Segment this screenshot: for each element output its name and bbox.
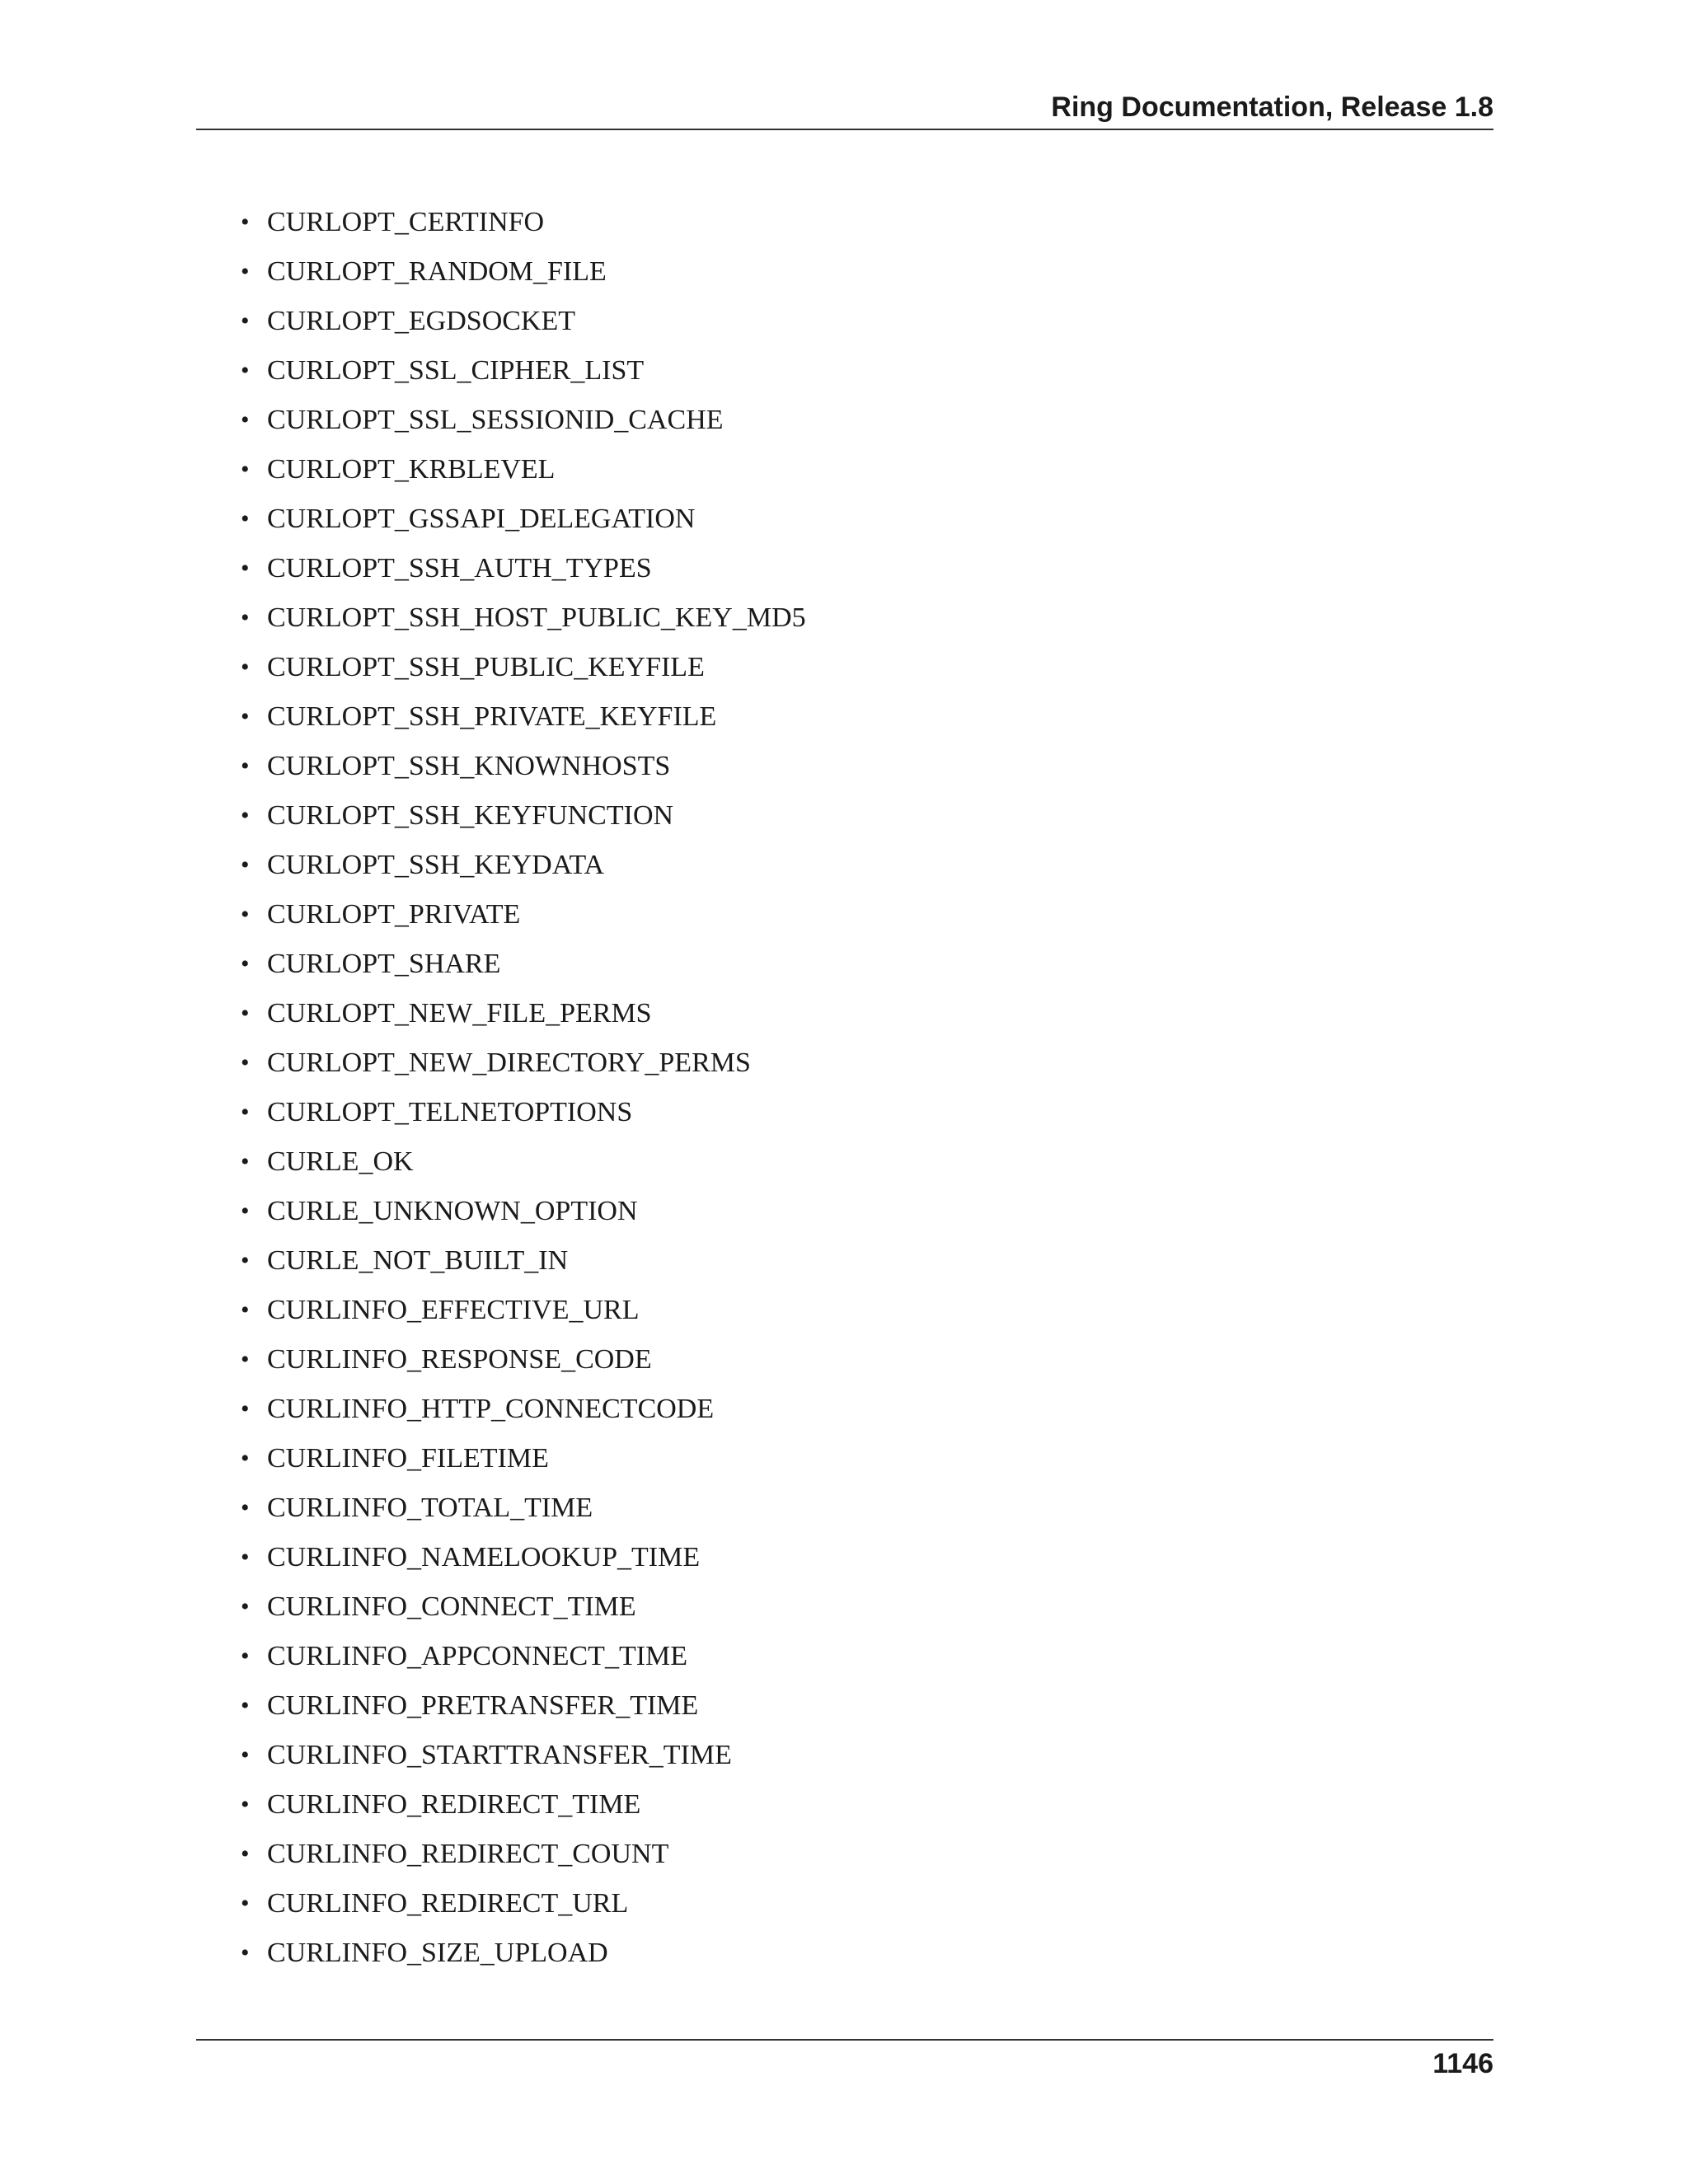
bullet-icon: • bbox=[241, 654, 250, 681]
list-item bbox=[241, 1731, 806, 1780]
list-item bbox=[241, 297, 806, 346]
bullet-icon: • bbox=[241, 1395, 250, 1422]
bullet-icon: • bbox=[241, 802, 250, 829]
list-item bbox=[241, 742, 806, 791]
list-item-text: CURLOPT_PRIVATE bbox=[267, 899, 521, 930]
list-item bbox=[241, 1088, 806, 1137]
bullet-icon: • bbox=[241, 901, 250, 928]
list-item bbox=[241, 198, 806, 247]
list-item-text: CURLOPT_SSH_PUBLIC_KEYFILE bbox=[267, 652, 705, 682]
list-item-text: CURLE_UNKNOWN_OPTION bbox=[267, 1196, 638, 1226]
list-item-text: CURLINFO_NAMELOOKUP_TIME bbox=[267, 1542, 701, 1572]
list-item-text: CURLOPT_TELNETOPTIONS bbox=[267, 1097, 633, 1127]
list-item-text: CURLOPT_KRBLEVEL bbox=[267, 454, 556, 485]
list-item-text: CURLOPT_NEW_FILE_PERMS bbox=[267, 998, 652, 1029]
list-item bbox=[241, 1137, 806, 1187]
list-item bbox=[241, 247, 806, 297]
list-item bbox=[241, 1483, 806, 1533]
list-item-text: CURLINFO_CONNECT_TIME bbox=[267, 1591, 636, 1622]
list-item-text: CURLOPT_CERTINFO bbox=[267, 207, 545, 237]
bullet-icon: • bbox=[241, 1544, 250, 1571]
list-item bbox=[241, 1929, 806, 1978]
list-item bbox=[241, 841, 806, 890]
list-item bbox=[241, 1780, 806, 1830]
document-title: Ring Documentation, Release 1.8 bbox=[1051, 91, 1493, 123]
bullet-icon: • bbox=[241, 456, 250, 483]
bullet-icon: • bbox=[241, 1939, 250, 1966]
bullet-icon: • bbox=[241, 258, 250, 285]
list-item bbox=[241, 346, 806, 396]
list-item bbox=[241, 1187, 806, 1236]
list-item bbox=[241, 593, 806, 643]
bullet-icon: • bbox=[241, 1296, 250, 1324]
list-item bbox=[241, 1879, 806, 1929]
bullet-icon: • bbox=[241, 406, 250, 434]
bullet-icon: • bbox=[241, 1197, 250, 1225]
list-item-text: CURLOPT_NEW_DIRECTORY_PERMS bbox=[267, 1047, 751, 1078]
bullet-icon: • bbox=[241, 1890, 250, 1917]
bullet-icon: • bbox=[241, 1643, 250, 1670]
list-item-text: CURLOPT_SSH_KNOWNHOSTS bbox=[267, 751, 671, 781]
bullet-icon: • bbox=[241, 1049, 250, 1076]
bullet-icon: • bbox=[241, 1741, 250, 1769]
list-item-text: CURLINFO_REDIRECT_TIME bbox=[267, 1789, 641, 1820]
list-item-text: CURLINFO_SIZE_UPLOAD bbox=[267, 1938, 608, 1968]
list-item bbox=[241, 1335, 806, 1385]
list-item-text: CURLOPT_SSH_AUTH_TYPES bbox=[267, 553, 652, 583]
list-item-text: CURLINFO_TOTAL_TIME bbox=[267, 1493, 593, 1523]
bullet-icon: • bbox=[241, 1494, 250, 1521]
list-item-text: CURLINFO_REDIRECT_COUNT bbox=[267, 1839, 669, 1869]
constants-list bbox=[241, 198, 806, 1978]
list-item bbox=[241, 1533, 806, 1582]
page-header bbox=[196, 91, 1493, 130]
list-item bbox=[241, 1385, 806, 1434]
list-item-text: CURLINFO_PRETRANSFER_TIME bbox=[267, 1690, 699, 1721]
bullet-icon: • bbox=[241, 307, 250, 335]
bullet-icon: • bbox=[241, 604, 250, 631]
list-item bbox=[241, 692, 806, 742]
bullet-icon: • bbox=[241, 752, 250, 780]
list-item bbox=[241, 791, 806, 841]
list-item-text: CURLOPT_SSL_SESSIONID_CACHE bbox=[267, 405, 724, 435]
list-item bbox=[241, 1830, 806, 1879]
bullet-icon: • bbox=[241, 1840, 250, 1868]
list-item-text: CURLINFO_EFFECTIVE_URL bbox=[267, 1295, 640, 1325]
list-item bbox=[241, 494, 806, 544]
list-item-text: CURLINFO_STARTTRANSFER_TIME bbox=[267, 1740, 732, 1770]
list-item bbox=[241, 890, 806, 940]
list-item bbox=[241, 989, 806, 1038]
list-item-text: CURLOPT_GSSAPI_DELEGATION bbox=[267, 504, 696, 534]
bullet-icon: • bbox=[241, 1593, 250, 1620]
list-item bbox=[241, 1681, 806, 1731]
bullet-icon: • bbox=[241, 851, 250, 879]
bullet-icon: • bbox=[241, 1099, 250, 1126]
bullet-icon: • bbox=[241, 1791, 250, 1818]
bullet-icon: • bbox=[241, 209, 250, 236]
list-item bbox=[241, 1582, 806, 1632]
page-number: 1146 bbox=[1432, 2048, 1493, 2079]
list-item bbox=[241, 544, 806, 593]
list-item-text: CURLE_OK bbox=[267, 1146, 414, 1177]
bullet-icon: • bbox=[241, 703, 250, 730]
list-item-text: CURLINFO_FILETIME bbox=[267, 1443, 549, 1474]
list-item bbox=[241, 396, 806, 445]
bullet-icon: • bbox=[241, 555, 250, 582]
bullet-icon: • bbox=[241, 505, 250, 532]
list-item-text: CURLINFO_APPCONNECT_TIME bbox=[267, 1641, 688, 1671]
bullet-icon: • bbox=[241, 357, 250, 384]
list-item bbox=[241, 1236, 806, 1286]
list-item bbox=[241, 643, 806, 692]
bullet-icon: • bbox=[241, 1000, 250, 1027]
list-item-text: CURLOPT_SHARE bbox=[267, 949, 501, 979]
bullet-icon: • bbox=[241, 1346, 250, 1373]
list-item bbox=[241, 940, 806, 989]
bullet-icon: • bbox=[241, 1692, 250, 1719]
list-item-text: CURLOPT_EGDSOCKET bbox=[267, 306, 576, 336]
list-item-text: CURLOPT_SSH_KEYDATA bbox=[267, 850, 605, 880]
list-item bbox=[241, 1632, 806, 1681]
page-footer bbox=[196, 2039, 1493, 2088]
bullet-icon: • bbox=[241, 1445, 250, 1472]
list-item bbox=[241, 1038, 806, 1088]
list-item-text: CURLOPT_SSH_HOST_PUBLIC_KEY_MD5 bbox=[267, 602, 806, 633]
list-item bbox=[241, 445, 806, 494]
list-item-text: CURLINFO_REDIRECT_URL bbox=[267, 1888, 629, 1919]
list-item-text: CURLOPT_SSH_PRIVATE_KEYFILE bbox=[267, 701, 717, 732]
list-item-text: CURLOPT_SSL_CIPHER_LIST bbox=[267, 355, 645, 386]
list-item-text: CURLINFO_RESPONSE_CODE bbox=[267, 1344, 652, 1375]
bullet-icon: • bbox=[241, 950, 250, 977]
list-item-text: CURLINFO_HTTP_CONNECTCODE bbox=[267, 1394, 715, 1424]
list-item-text: CURLE_NOT_BUILT_IN bbox=[267, 1245, 569, 1276]
list-item bbox=[241, 1434, 806, 1483]
bullet-icon: • bbox=[241, 1148, 250, 1175]
list-item-text: CURLOPT_SSH_KEYFUNCTION bbox=[267, 800, 674, 831]
list-item-text: CURLOPT_RANDOM_FILE bbox=[267, 256, 607, 287]
list-item bbox=[241, 1286, 806, 1335]
bullet-icon: • bbox=[241, 1247, 250, 1274]
